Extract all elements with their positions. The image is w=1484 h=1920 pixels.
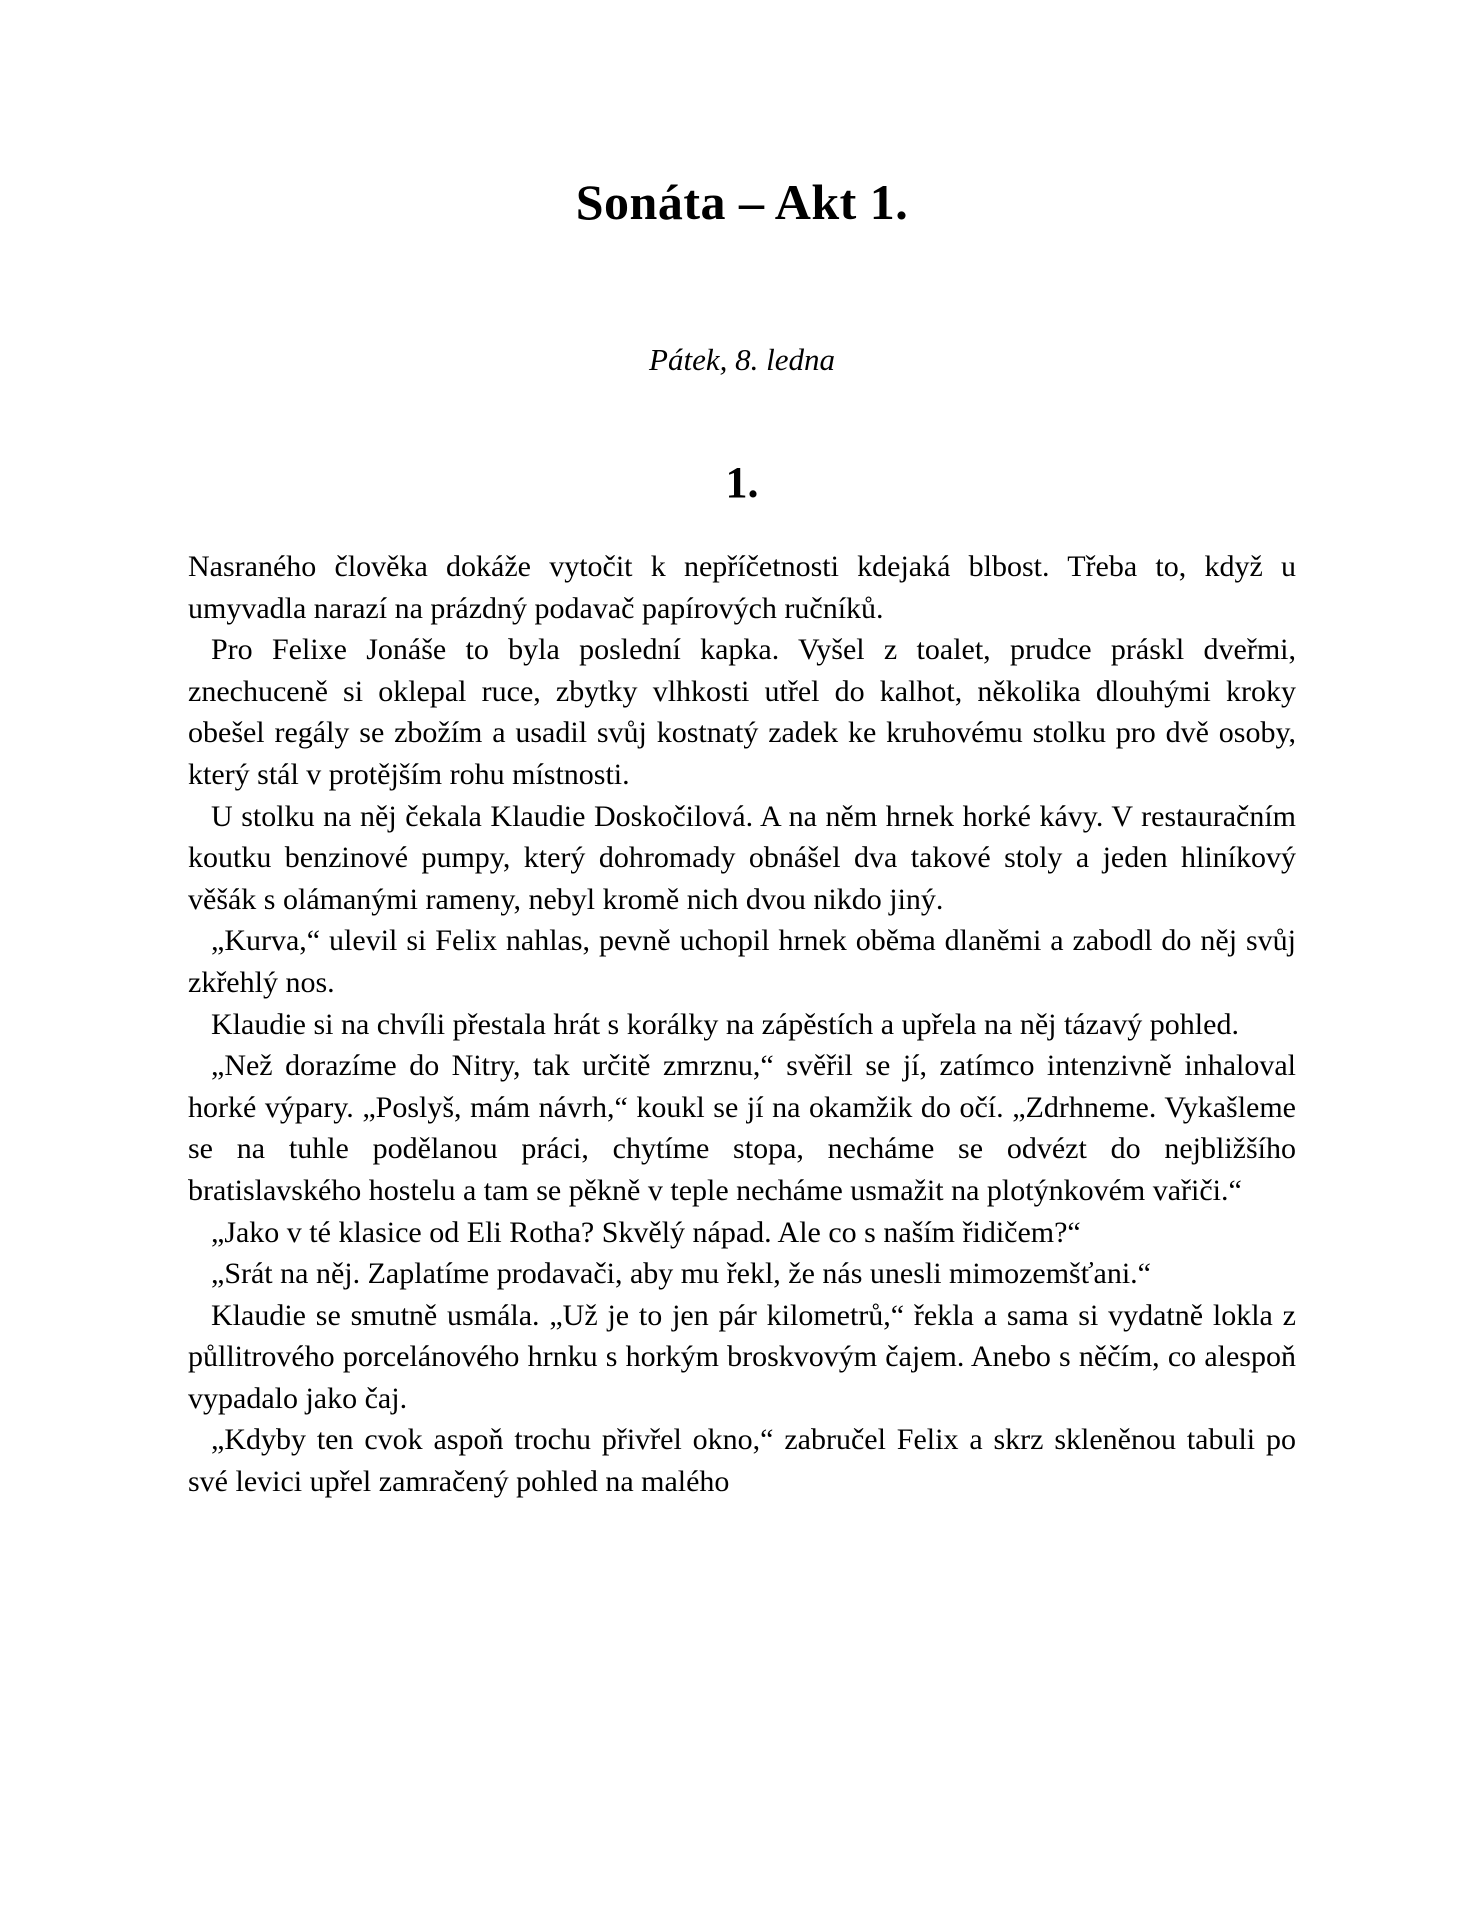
paragraph: „Srát na něj. Zaplatíme prodavači, aby mu řekl, že nás unesli mimozemšťani.“ xyxy=(211,1257,1151,1291)
date-subheading: Pátek, 8. ledna xyxy=(649,342,835,377)
paragraph: „Jako v té klasice od Eli Rotha? Skvělý nápad. Ale co s naším řidičem?“ xyxy=(211,1215,1081,1249)
paragraph: Nasraného člověka dokáže vytočit k nepříčetnosti kdejaká blbost. Třeba to, když u umyvadla narazí na prázdný podavač papírových ručníků. xyxy=(188,550,1296,625)
paragraph: „Kdyby ten cvok aspoň trochu přivřel okno,“ zabručel Felix a skrz skleněnou tabuli po své levici upřel zamračený pohled na malého xyxy=(188,1423,1296,1499)
section-number: 1. xyxy=(725,458,759,507)
chapter-title: Sonáta – Akt 1. xyxy=(575,174,909,230)
paragraph: Klaudie se smutně usmála. „Už je to jen pár kilometrů,“ řekla a sama si vydatně lokla z půllitrového porcelánového hrnku s horkým broskvovým čajem. Anebo s něčím, co alespoň vypadalo jako čaj. xyxy=(188,1298,1296,1415)
paragraph: „Kurva,“ ulevil si Felix nahlas, pevně uchopil hrnek oběma dlaněmi a zabodl do něj svůj zkřehlý nos. xyxy=(188,924,1296,999)
paragraph: U stolku na něj čekala Klaudie Doskočilová. A na něm hrnek horké kávy. V restauračním koutku benzinové pumpy, který dohromady obnášel dva takové stoly a jeden hliníkový věšák s olámanými rameny, nebyl kromě nich dvou nikdo jiný. xyxy=(188,799,1296,916)
paragraph: Pro Felixe Jonáše to byla poslední kapka. Vyšel z toalet, prudce práskl dveřmi, znechuceně si oklepal ruce, zbytky vlhkosti utřel do kalhot, několika dlouhými kroky obešel regály se zbožím a usadil svůj kostnatý zadek ke kruhovému stolku pro dvě osoby, který stál v protějším rohu místnosti. xyxy=(188,633,1296,791)
paragraph: Klaudie si na chvíli přestala hrát s korálky na zápěstích a upřela na něj tázavý pohled. xyxy=(211,1007,1239,1041)
body-text xyxy=(188,546,1296,1503)
paragraph: „Než dorazíme do Nitry, tak určitě zmrznu,“ svěřil se jí, zatímco intenzivně inhaloval horké výpary. „Poslyš, mám návrh,“ koukl se jí na okamžik do očí. „Zdrhneme. Vykašleme se na tuhle podělanou práci, chytíme stopa, necháme se odvézt do nejbližšího bratislavského hostelu a tam se pěkně v teple necháme usmažit na plotýnkovém vařiči.“ xyxy=(188,1049,1296,1207)
